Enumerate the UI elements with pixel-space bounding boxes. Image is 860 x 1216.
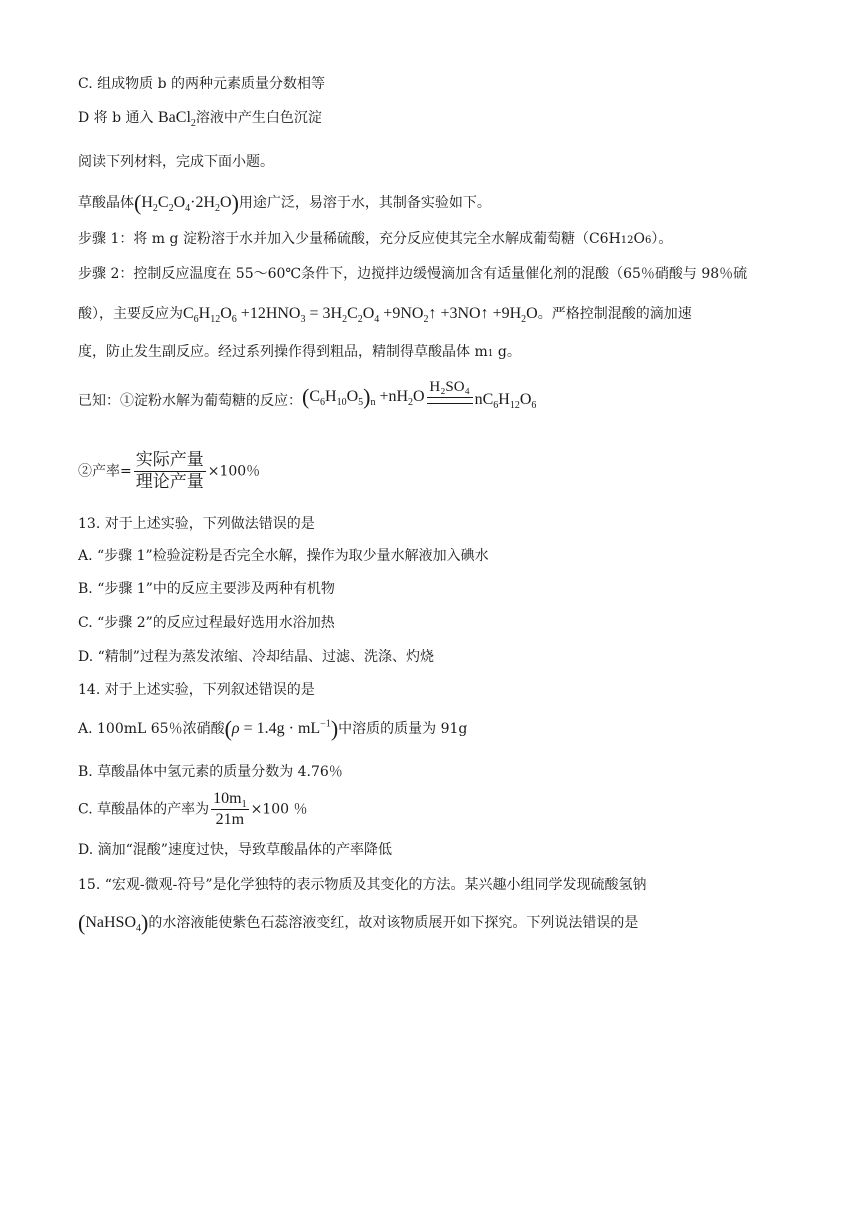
q15-line1: 15. “宏观-微观-符号”是化学独特的表示物质及其变化的方法。某兴趣小组同学发现硫酸氢钠 — [78, 877, 647, 893]
step1-line: 步骤 1：将 m g 淀粉溶于水并加入少量稀硫酸，充分反应使其完全水解成葡萄糖（C6H12O6）。 — [78, 231, 673, 247]
q13-stem: 13. 对于上述实验，下列做法错误的是 — [78, 516, 315, 532]
q14-option-b: B. 草酸晶体中氢元素的质量分数为 4.76％ — [78, 764, 343, 780]
material-line1: 草酸晶体$(H_2C_2O_4\cdot 2H_2O)$用途广泛，易溶于水，其制备实验如下。 — [78, 190, 491, 215]
q14-option-c: C. 草酸晶体的产率为 $\frac{10m_1}{21m}$ ×100 ％ — [78, 790, 308, 828]
step2-line1: 步骤 2：控制反应温度在 55～60℃条件下，边搅拌边缓慢滴加含有适量催化剂的混酸（65％硝酸与 98％硫 — [78, 266, 748, 282]
q13-option-a: A. “步骤 1”检验淀粉是否完全水解，操作为取少量水解液加入碘水 — [78, 548, 489, 564]
known-line1: 已知：①淀粉水解为葡萄糖的反应：$(C_6H_{10}O_5)_n +nH_2O$ H₂SO₄ $nC_6H_{12}O_6$ — [78, 379, 537, 412]
bacl2-formula: BaCl$_2$ — [158, 109, 196, 130]
oxalic-formula: $(H_2C_2O_4\cdot 2H_2O)$ — [134, 190, 239, 215]
q14-option-d: D. 滴加“混酸”速度过快，导致草酸晶体的产率降低 — [78, 842, 392, 858]
density-expression: $(\rho = 1.4g \cdot mL^{-1})$ — [224, 716, 339, 741]
q14-option-a: A. 100mL 65％浓硝酸$(\rho = 1.4g \cdot mL^{-1})$中溶质的质量为 91g — [78, 716, 468, 741]
reading-intro: 阅读下列材料，完成下面小题。 — [78, 154, 274, 170]
step2-line2: 酸），主要反应为$C_6H_{12}O_6 +12HNO_3 = 3H_2C_2O_4$ $+9NO_2↑$ +3NO↑ $+9H_2O$。严格控制混酸的滴加速 — [78, 305, 692, 326]
option-12d-suffix: 溶液中产生白色沉淀 — [195, 110, 322, 126]
known-line2: ②产率= $\frac{\text{实际产量}}{\text{理论产量}}$ ×100％ — [78, 450, 261, 492]
yield-expression: $\frac{10m_1}{21m}$ — [213, 790, 247, 828]
option-12d — [78, 109, 322, 130]
option-12d-prefix: D 将 b 通入 — [78, 110, 154, 126]
step2-line3: 度，防止发生副反应。经过系列操作得到粗品，精制得草酸晶体 m1 g。 — [78, 344, 521, 360]
reaction-equation: $C_6H_{12}O_6 +12HNO_3 = 3H_2C_2O_4$ $+9NO_2↑$ +3NO↑ $+9H_2O$ — [183, 305, 538, 326]
q13-option-b: B. “步骤 1”中的反应主要涉及两种有机物 — [78, 581, 335, 597]
option-12c: C. 组成物质 b 的两种元素质量分数相等 — [78, 76, 325, 92]
q13-option-c: C. “步骤 2”的反应过程最好选用水浴加热 — [78, 615, 335, 631]
q15-line2: (NaHSO$_4$)的水溶液能使紫色石蕊溶液变红，故对该物质展开如下探究。下列说法错误的是 — [78, 910, 639, 935]
yield-fraction: $\frac{\text{实际产量}}{\text{理论产量}}$ — [135, 450, 204, 492]
nahso4-formula: (NaHSO$_4$) — [78, 910, 149, 935]
q13-option-d: D. “精制”过程为蒸发浓缩、冷却结晶、过滤、洗涤、灼烧 — [78, 649, 434, 665]
catalyst-condition: H₂SO₄ — [427, 380, 473, 408]
starch-hydrolysis-equation: $(C_6H_{10}O_5)_n +nH_2O$ — [302, 384, 425, 409]
q14-stem: 14. 对于上述实验，下列叙述错误的是 — [78, 682, 315, 698]
